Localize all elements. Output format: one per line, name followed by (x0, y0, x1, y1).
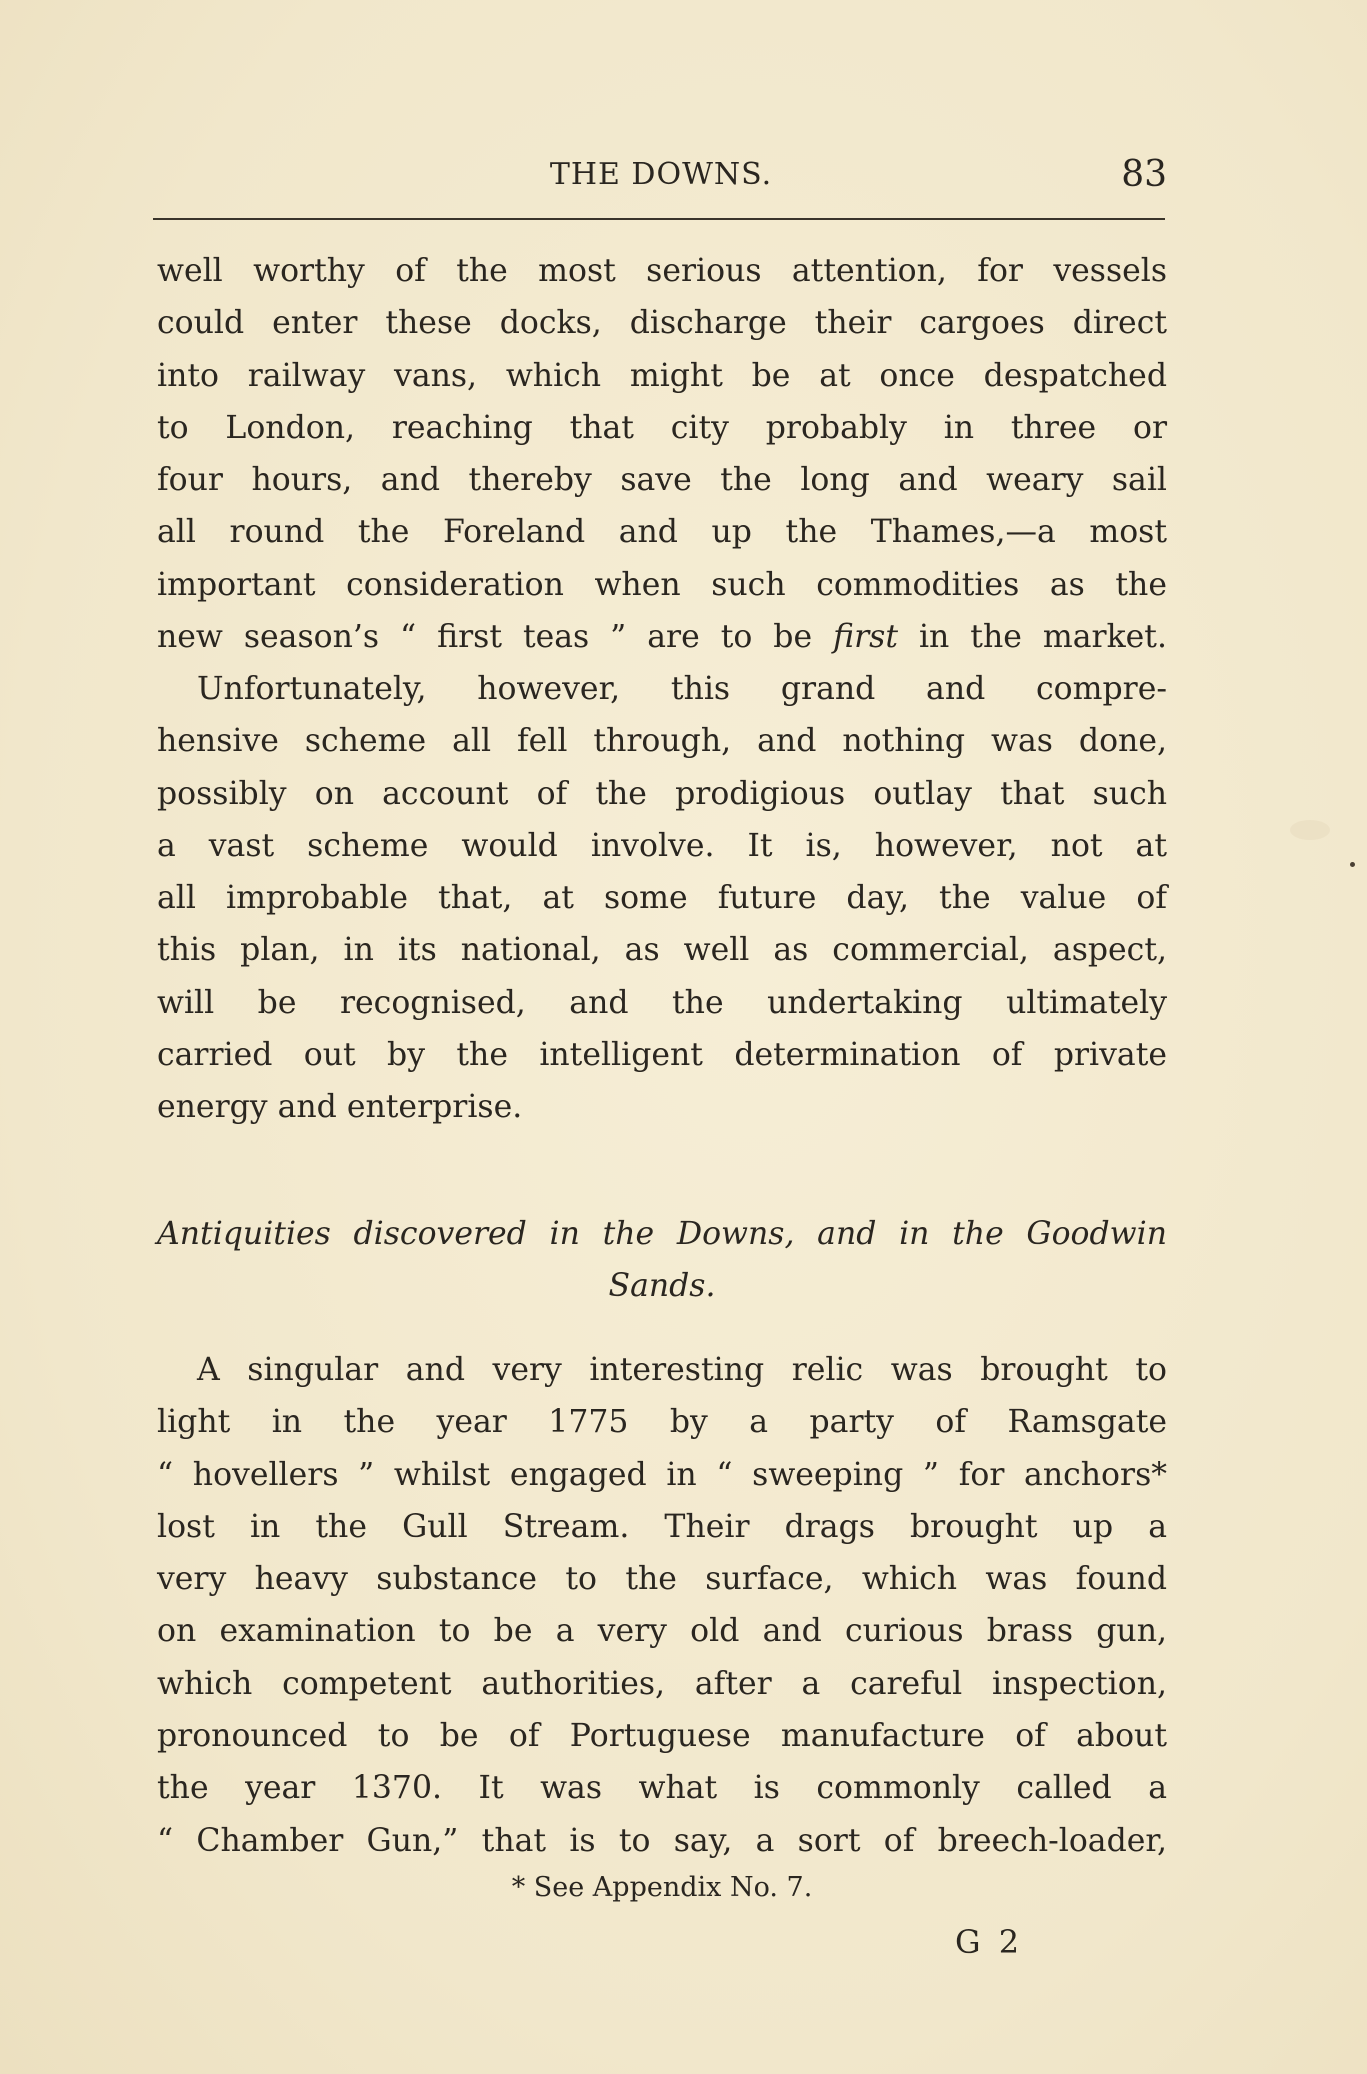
header-rule (153, 218, 1165, 220)
text-line: Unfortunately, however, this grand and compre- (197, 671, 1167, 707)
text-line: “ Chamber Gun,” that is to say, a sort of breech-loader, (157, 1822, 1167, 1859)
text-line: this plan, in its national, as well as commercial, aspect, (157, 932, 1167, 969)
text-line: into railway vans, which might be at once despatched (157, 357, 1167, 394)
text-fragment: new season’s “ first teas ” are to be (157, 619, 834, 656)
text-line: on examination to be a very old and curious brass gun, (157, 1613, 1167, 1650)
paragraph-1 (157, 245, 1167, 663)
signature-mark: G 2 (955, 1923, 1024, 1961)
text-line: possibly on account of the prodigious outlay that such (157, 775, 1167, 812)
text-line: energy and enterprise. (157, 1089, 523, 1126)
text-line: pronounced to be of Portuguese manufacture of about (157, 1718, 1167, 1755)
text-line: lost in the Gull Stream. Their drags brought up a (157, 1508, 1167, 1545)
text-line: “ hovellers ” whilst engaged in “ sweeping ” for anchors* (157, 1456, 1167, 1493)
text-line: all improbable that, at some future day, the value of (157, 880, 1167, 917)
running-title: THE DOWNS. (549, 157, 773, 192)
text-line: light in the year 1775 by a party of Ramsgate (157, 1404, 1167, 1441)
text-line-with-emphasis (157, 611, 1167, 663)
text-line: four hours, and thereby save the long and weary sail (157, 462, 1167, 499)
page-header (155, 150, 1167, 200)
text-line: could enter these docks, discharge their cargoes direct (157, 305, 1167, 342)
page-number: 83 (1121, 154, 1167, 195)
paragraph-3 (157, 1344, 1167, 1867)
text-line: hensive scheme all fell through, and nothing was done, (157, 723, 1167, 760)
text-line: carried out by the intelligent determination of private (157, 1037, 1167, 1074)
footnote: * See Appendix No. 7. (511, 1872, 813, 1903)
ink-speck (1350, 862, 1355, 867)
section-heading (157, 1208, 1167, 1313)
text-line: the year 1370. It was what is commonly called a (157, 1770, 1167, 1807)
paragraph-2 (157, 663, 1167, 1134)
text-line: very heavy substance to the surface, which was found (157, 1561, 1167, 1598)
text-line: will be recognised, and the undertaking ultimately (157, 984, 1167, 1021)
text-line: which competent authorities, after a careful inspection, (157, 1665, 1167, 1702)
section-heading-line: Antiquities discovered in the Downs, and in the Goodwin (157, 1216, 1167, 1252)
text-line: a vast scheme would involve. It is, however, not at (157, 827, 1167, 864)
paper-stain (1290, 820, 1330, 840)
emphasis-word: first (833, 619, 898, 656)
text-line: important consideration when such commodities as the (157, 566, 1167, 603)
text-line: A singular and very interesting relic was brought to (197, 1352, 1167, 1388)
text-line: all round the Foreland and up the Thames,—a most (157, 514, 1167, 551)
section-heading-line: Sands. (608, 1268, 716, 1305)
text-line: to London, reaching that city probably in three or (157, 409, 1167, 446)
text-line: well worthy of the most serious attention, for vessels (157, 253, 1167, 289)
text-fragment: in the market. (898, 619, 1167, 656)
